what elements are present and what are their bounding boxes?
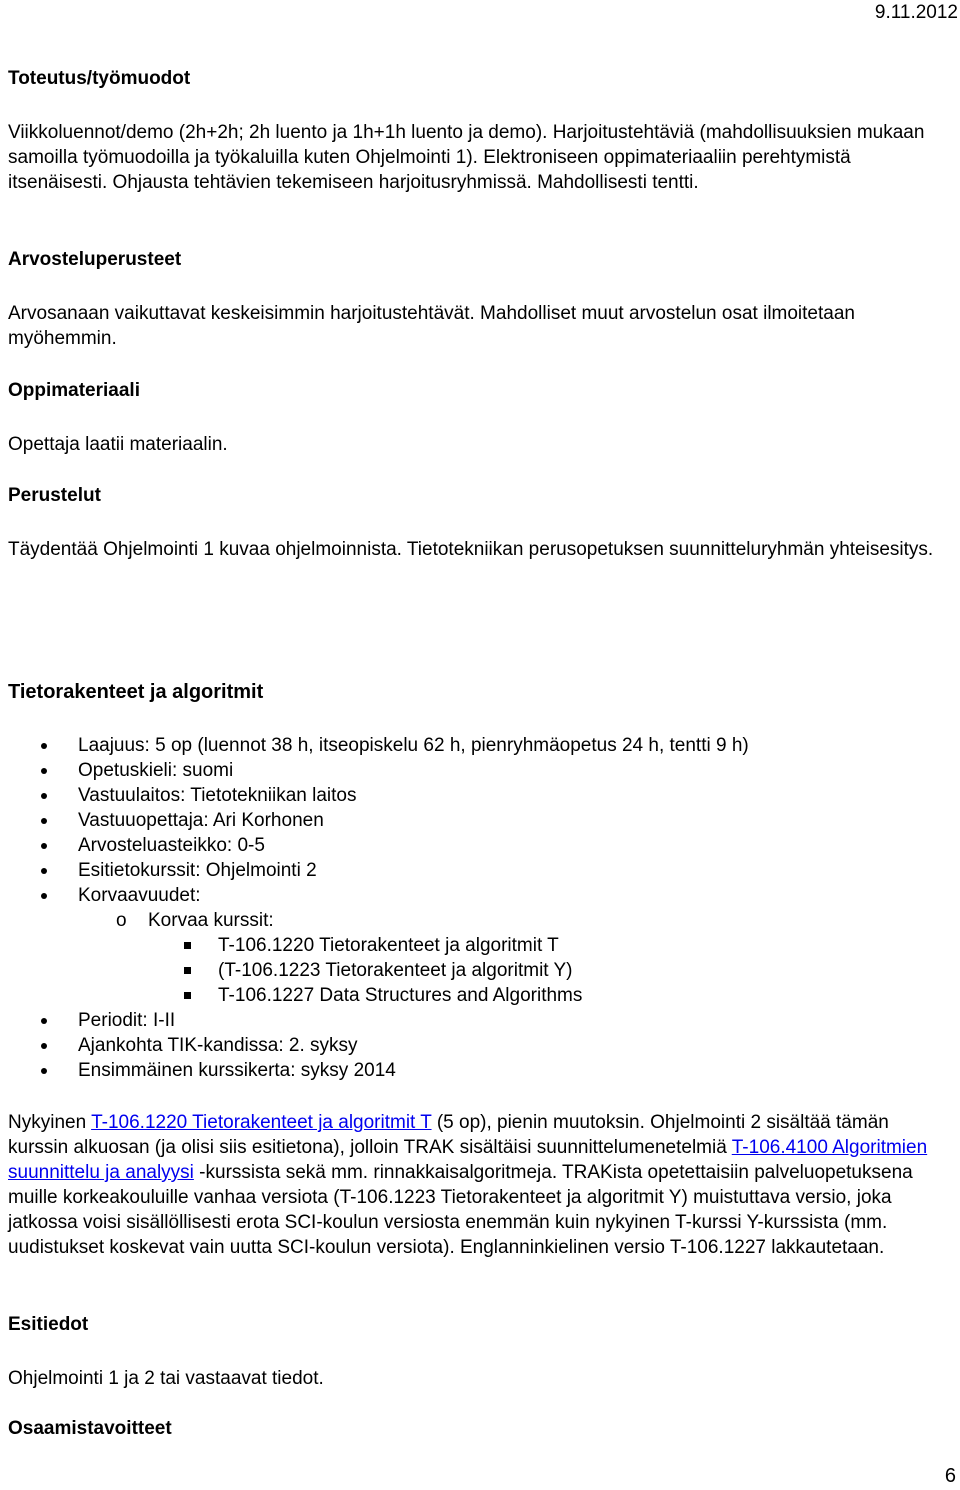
paragraph-oppimateriaali: Opettaja laatii materiaalin.	[8, 434, 228, 455]
bullet-icon	[41, 868, 47, 874]
square-bullet-icon	[184, 942, 191, 949]
bullet-icon	[41, 793, 47, 799]
square-bullet-icon	[184, 992, 191, 999]
list-item: Ensimmäinen kurssikerta: syksy 2014	[0, 1058, 940, 1083]
course-details-list	[0, 733, 940, 1083]
bullet-icon	[41, 1068, 47, 1074]
list-item: Ajankohta TIK-kandissa: 2. syksy	[0, 1033, 940, 1058]
sub2-list-item: T-106.1220 Tietorakenteet ja algoritmit T	[0, 933, 940, 958]
circle-bullet-icon: o	[116, 910, 127, 931]
list-item: Laajuus: 5 op (luennot 38 h, itseopiskelu 62 h, pienryhmäopetus 24 h, tentti 9 h)	[0, 733, 940, 758]
list-item: Vastuulaitos: Tietotekniikan laitos	[0, 783, 940, 808]
bullet-icon	[41, 743, 47, 749]
bullet-icon	[41, 768, 47, 774]
list-item: Arvosteluasteikko: 0-5	[0, 833, 940, 858]
paragraph-perustelut: Täydentää Ohjelmointi 1 kuvaa ohjelmoinnista. Tietotekniikan perusopetuksen suunnitteluryhmän yhteisesitys.	[8, 539, 934, 560]
sub-list-item: o Korvaa kurssit:	[116, 910, 274, 931]
paragraph-course-note: Nykyinen T-106.1220 Tietorakenteet ja algoritmit T (5 op), pienin muutoksin. Ohjelmointi 2 sisältää tämän kurssin alkuosan (ja olisi siis esitietona), jolloin TRAK sisältäisi suunnittelumenetelmiä T-106.4100 Algoritmien suunnittelu ja analyysi -kurssista sekä mm. rinnakkaisalgoritmeja. TRAKista opetettaisiin palveluopetuksena muille korkeakouluille vanhaa versiota (T-106.1223 Tietorakenteet ja algoritmit Y) muistuttava versio, joka jatkossa voisi sisällöllisesti erota SCI-koulun versiosta enemmän kuin nykyinen T-kurssi Y-kurssista (mm. uudistukset koskevat vain uutta SCI-koulun versiota). Englanninkielinen versio T-106.1227 lakkautetaan.	[8, 1112, 928, 1258]
bullet-icon	[41, 818, 47, 824]
heading-perustelut: Perustelut	[8, 485, 101, 506]
list-item: Esitietokurssit: Ohjelmointi 2	[0, 858, 940, 883]
bullet-icon	[41, 1018, 47, 1024]
heading-arvosteluperusteet: Arvosteluperusteet	[8, 249, 182, 270]
link-t106-4100[interactable]: T-106.4100 Algoritmien suunnittelu ja analyysi	[8, 1137, 928, 1183]
bullet-icon	[41, 843, 47, 849]
square-bullet-icon	[184, 967, 191, 974]
course-title: Tietorakenteet ja algoritmit	[8, 681, 264, 703]
paragraph-esitiedot: Ohjelmointi 1 ja 2 tai vastaavat tiedot.	[8, 1368, 324, 1389]
bullet-icon	[41, 1043, 47, 1049]
bullet-icon	[41, 893, 47, 899]
paragraph-toteutus: Viikkoluennot/demo (2h+2h; 2h luento ja 1h+1h luento ja demo). Harjoitustehtäviä (mahdollisuuksien mukaan samoilla työmuodoilla ja työkaluilla kuten Ohjelmointi 1). Elektroniseen oppimateriaaliin perehtymistä itsenäisesti. Ohjausta tehtävien tekemiseen harjoitusryhmissä. Mahdollisesti tentti.	[8, 122, 925, 193]
list-item: Opetuskieli: suomi	[0, 758, 940, 783]
list-item: Periodit: I-II	[0, 1008, 940, 1033]
document-date: 9.11.2012	[874, 2, 958, 23]
sub2-list-item: T-106.1227 Data Structures and Algorithms	[0, 983, 940, 1008]
heading-oppimateriaali: Oppimateriaali	[8, 380, 140, 401]
list-item: Vastuuopettaja: Ari Korhonen	[0, 808, 940, 833]
heading-osaamistavoitteet: Osaamistavoitteet	[8, 1418, 172, 1439]
list-item: Korvaavuudet:	[0, 883, 940, 908]
page-number: 6	[944, 1465, 956, 1487]
heading-esitiedot: Esitiedot	[8, 1314, 89, 1335]
sub2-list-item: (T-106.1223 Tietorakenteet ja algoritmit Y)	[0, 958, 940, 983]
heading-toteutus: Toteutus/työmuodot	[8, 68, 191, 89]
link-t106-1220[interactable]: T-106.1220 Tietorakenteet ja algoritmit T	[91, 1112, 432, 1133]
paragraph-arvosteluperusteet: Arvosanaan vaikuttavat keskeisimmin harjoitustehtävät. Mahdolliset muut arvostelun osat ilmoitetaan myöhemmin.	[8, 303, 855, 349]
